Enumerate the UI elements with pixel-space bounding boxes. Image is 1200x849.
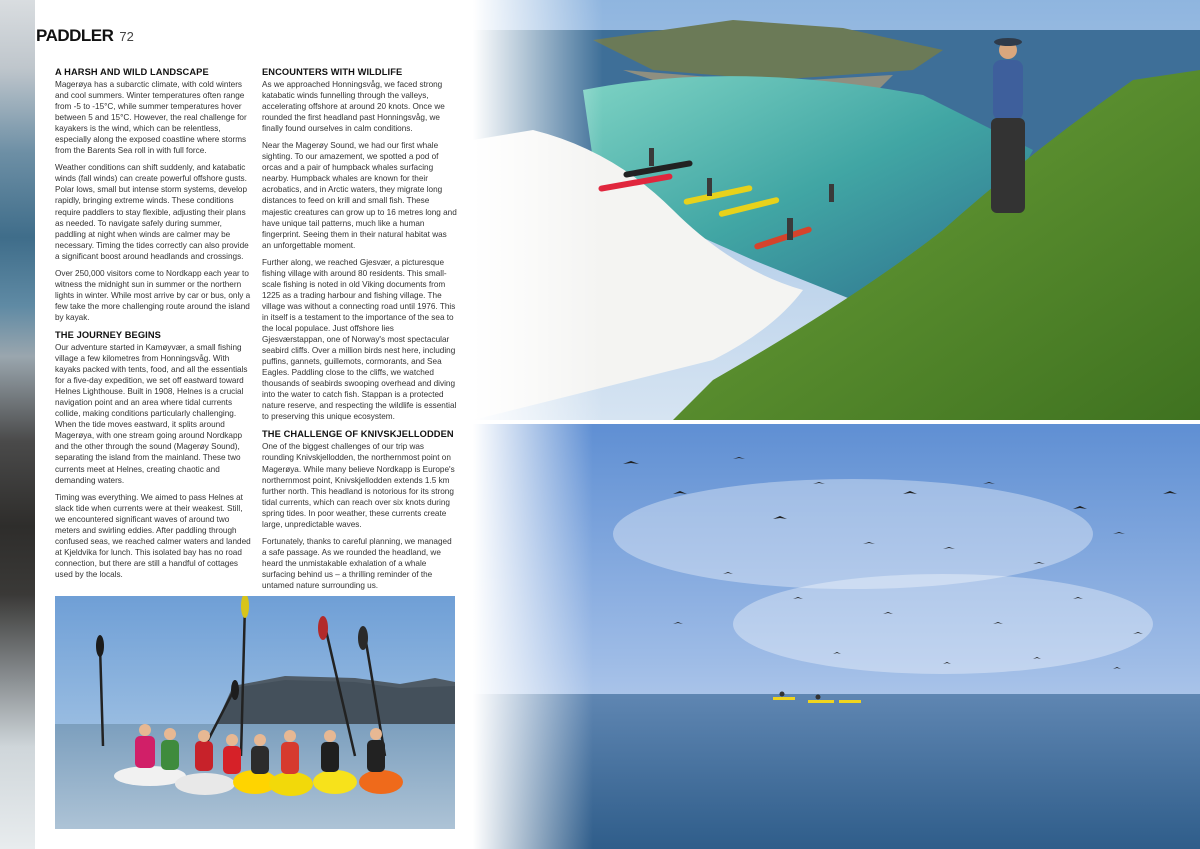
photo-seabirds-over-sea [473,424,1200,849]
page-number: 72 [119,29,134,44]
body-paragraph: Further along, we reached Gjesvær, a picturesque fishing village with around 80 residents. This small-scale fishing is noted in old Viking documents from 1225 as a trading harbour and fishing village. The village was without a connecting road until 1976. This in itself is a testament to the importance of the sea to the local populace. Just offshore lies Gjesværstappan, one of Norway's most spectacular seabird cliffs. Over a million birds nest here, including puffins, gannets, guillemots, cormorants, and Sea Eagles. Paddling close to the cliffs, we watched thousands of seabirds swooping overhead and diving into the water to catch fish. Stappan is a protected nature reserve, and respecting the wildlife is essential to preserving this unique ecosystem. [262,257,457,422]
magazine-brand-logo: PADDLER [36,26,114,45]
body-paragraph: Weather conditions can shift suddenly, and katabatic winds (fall winds) can create powerful offshore gusts. Polar lows, small but intense storm systems, develop rapidly, bringing extreme winds. These conditions require paddlers to stay flexible, adjusting their plans as needed. To navigate safely during summer, paddling at night when winds are calmer may be necessary. Timing the tides correctly can also provide a significant boost around headlands and crossings. [55,163,249,261]
section-heading-wildlife: ENCOUNTERS WITH WILDLIFE [262,67,403,77]
body-paragraph: Magerøya has a subarctic climate, with cold winters and cool summers. Winter temperatures often range from -5 to -15°C, while summer temperatures hover between 5 and 15°C. However, the real challenge for kayakers is the wind, which can be relentless, especially along the exposed coastline where storms from the Barents Sea roll in with full force. [55,80,247,156]
section-heading-journey-begins: THE JOURNEY BEGINS [55,329,161,340]
right-text-column [262,66,458,597]
body-paragraph: Fortunately, thanks to careful planning, we managed a safe passage. As we rounded the headland, we heard the unmistakable exhalation of a whale surfacing behind us – a thrilling reminder of the untamed nature surrounding us. [262,536,452,590]
left-edge-photo-strip [0,0,35,849]
body-paragraph: One of the biggest challenges of our trip was rounding Knivskjellodden, the northernmost point on Magerøya. While many believe Nordkapp is Europe's northernmost point, Knivskjellodden extends 1.5 km further north. This headland is notorious for its strong tidal currents, which can reach over six knots during spring tides. In poor weather, these currents create large, unpredictable waves. [262,442,455,529]
section-heading-knivskjellodden: THE CHALLENGE OF KNIVSKJELLODDEN [262,429,454,440]
body-paragraph: Over 250,000 visitors come to Nordkapp each year to witness the midnight sun in summer or the northern lights in winter. While most arrive by car or bus, only a few take the more challenging route around the island by kayak. [55,268,251,322]
masthead [36,26,134,46]
photo-beach-kayaks [473,0,1200,420]
body-paragraph: Timing was everything. We aimed to pass Helnes at slack tide when currents were at their weakest. Still, we encountered significant waves of around two meters and swirling eddies. After paddling through confused seas, we reached calmer waters and landed at Kjeldvika for lunch. This isolated bay has no road connection, but there are still a handful of cottages used by the locals. [55,492,251,579]
left-text-column [55,66,251,586]
body-paragraph: Our adventure started in Kamøyvær, a small fishing village a few kilometres from Honningsvåg. With kayaks packed with tents, food, and all the essentials for a five-day expedition, we set off eastward toward Helnes Lighthouse. Built in 1908, Helnes is a crucial navigation point and an area where tidal currents collide, making conditions particularly challenging. When the tide moves eastward, it splits around Magerøya, with one stream going around Nordkapp and the other through the sound (Magerøy Sound), separating the island from the mainland. These two currents meet at Helnes, creating chaotic and demanding waters. [55,342,248,485]
body-paragraph: Near the Magerøy Sound, we had our first whale sighting. To our amazement, we spotted a pod of orcas and a pair of humpback whales surfacing nearby. Humpback whales are known for their acrobatics, and in Arctic waters, they migrate long distances to feed on krill and small fish. These majestic creatures can grow up to 16 metres long and have unique tail patterns, much like a human fingerprint. Seeing them in their natural habitat was an unforgettable moment. [262,141,457,250]
section-heading-harsh-landscape: A HARSH AND WILD LANDSCAPE [55,67,209,77]
body-paragraph: As we approached Honningsvåg, we faced strong katabatic winds funnelling through the valleys, accelerating offshore at around 20 knots. Once we rounded the first headland past Honningsvåg, we finally found ourselves in calm conditions. [262,80,445,134]
photo-kayakers-raising-paddles [55,596,455,829]
